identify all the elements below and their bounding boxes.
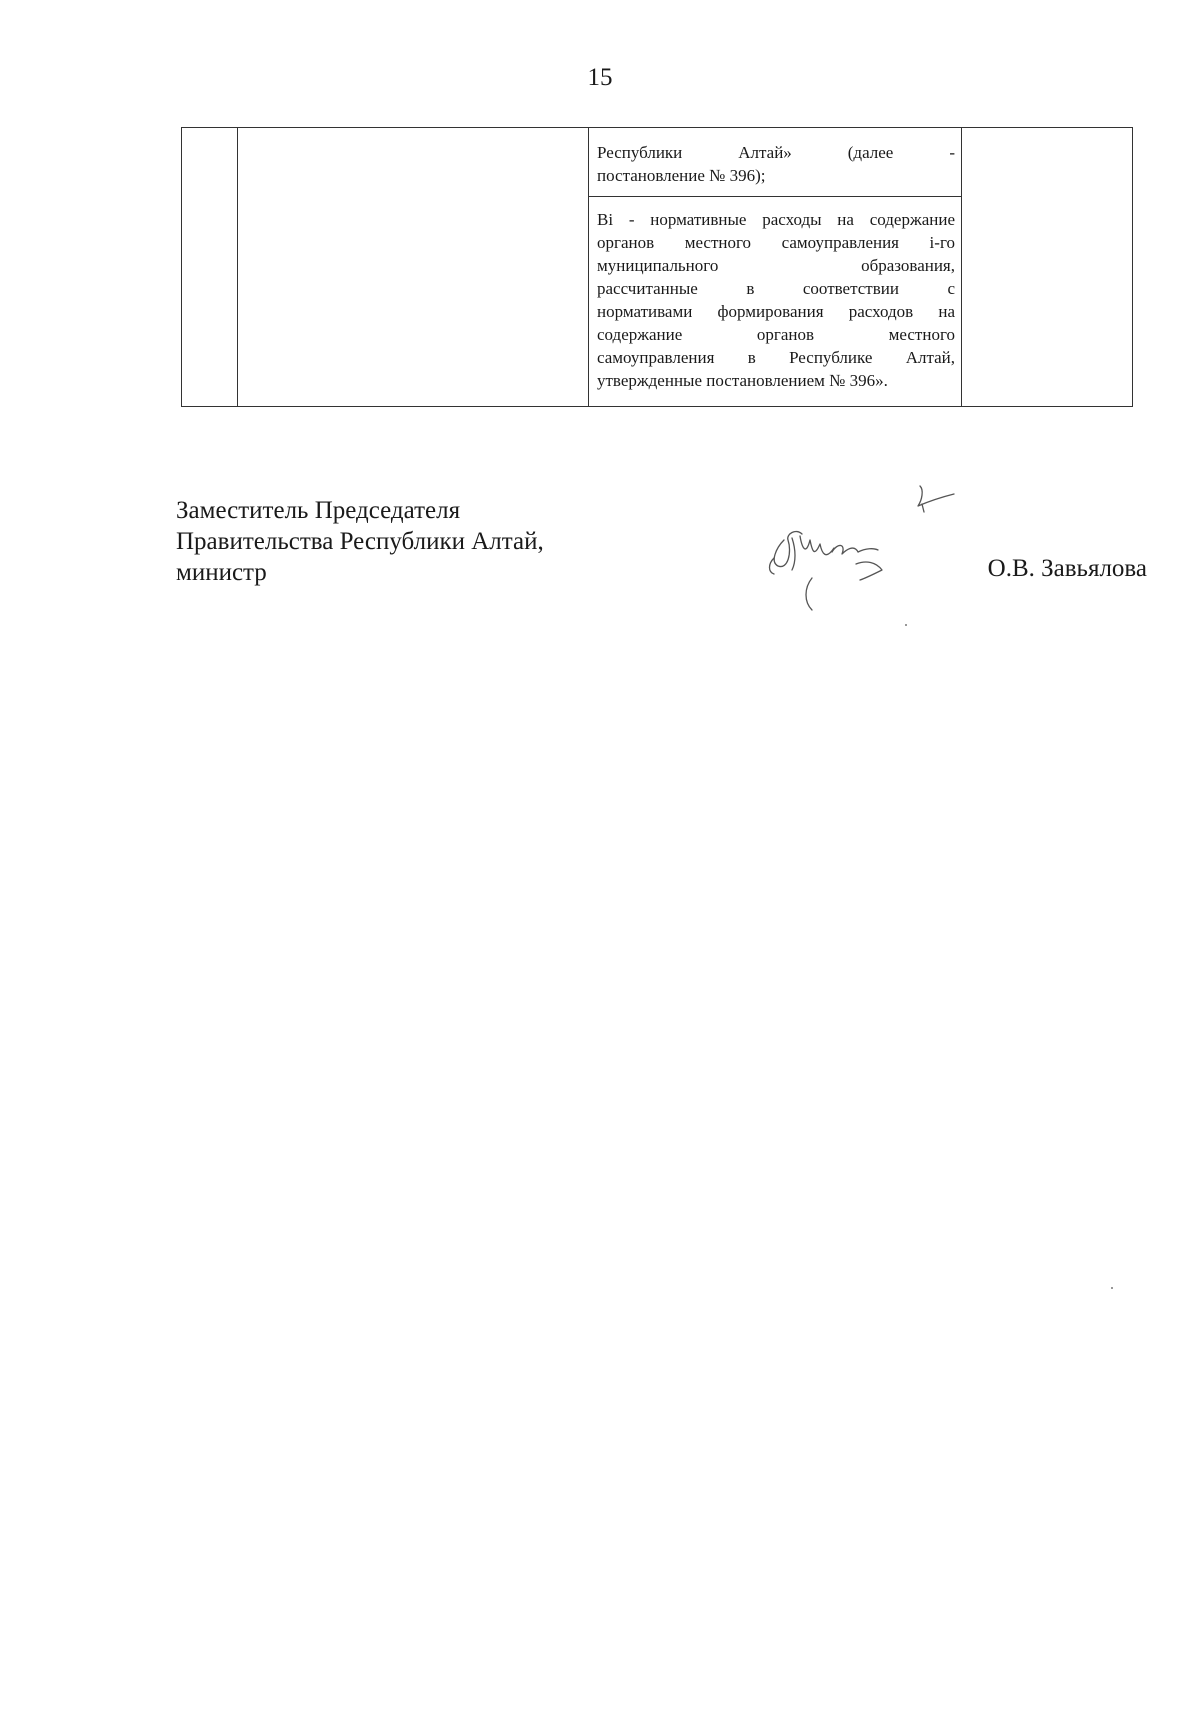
scan-speck <box>905 624 907 626</box>
signer-name: О.В. Завьялова <box>987 555 1147 582</box>
text-line: содержание органов местного <box>597 325 955 344</box>
page-number: 15 <box>587 64 613 91</box>
table-cell-text-bottom <box>589 196 961 398</box>
text-line: постановление № 396); <box>597 166 766 185</box>
text-line: самоуправления в Республике Алтай, <box>597 348 955 367</box>
text-line: утвержденные постановлением № 396». <box>597 371 888 390</box>
text-line: органов местного самоуправления i-го <box>597 233 955 252</box>
text-line: муниципального образования, <box>597 256 955 275</box>
document-table <box>181 127 1133 407</box>
position-line: Заместитель Председателя <box>176 497 461 524</box>
table-cell-description <box>589 128 962 407</box>
position-line: министр <box>176 559 267 586</box>
table-cell-empty-2 <box>238 128 589 407</box>
position-line: Правительства Республики Алтай, <box>176 528 544 555</box>
text-line: Республики Алтай» (далее - <box>597 143 955 162</box>
scan-speck <box>1111 1287 1113 1289</box>
handwritten-signature <box>762 478 962 628</box>
text-line: Bi - нормативные расходы на содержание <box>597 210 955 229</box>
table-cell-empty-4 <box>962 128 1133 407</box>
table-row <box>182 128 1133 407</box>
text-line: рассчитанные в соответствии с <box>597 279 955 298</box>
signatory-position <box>176 495 544 588</box>
table-cell-text-top <box>589 128 961 196</box>
text-line: нормативами формирования расходов на <box>597 302 955 321</box>
table-cell-empty-1 <box>182 128 238 407</box>
